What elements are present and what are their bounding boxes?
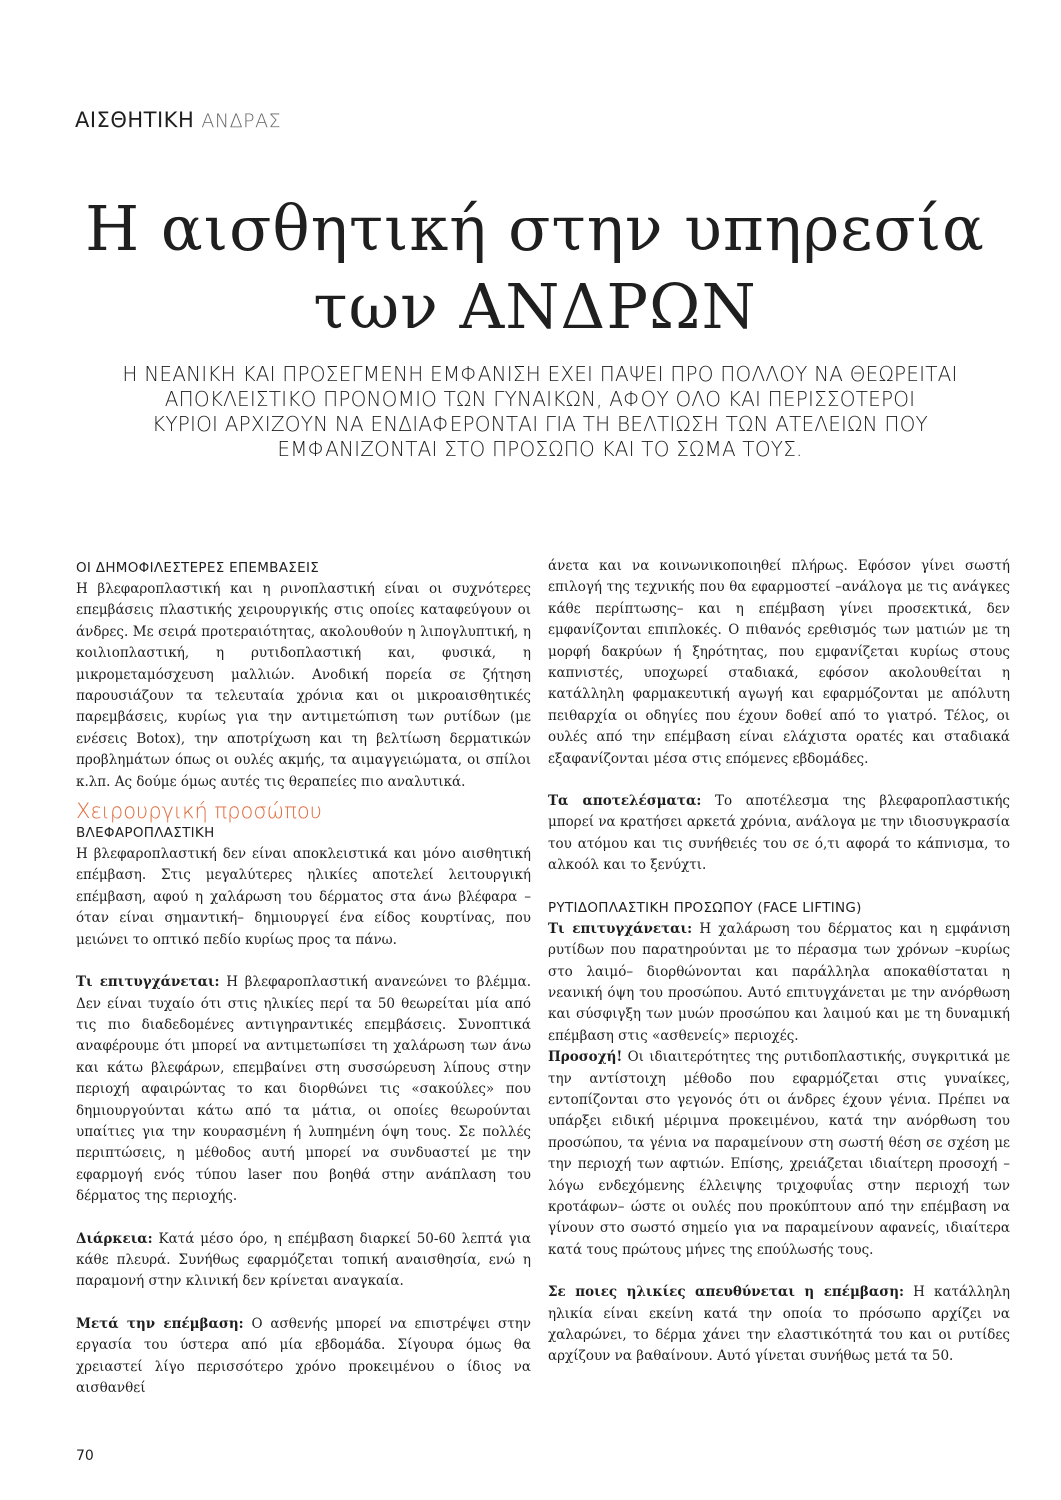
continued-text: άνετα και να κοινωνικοποιηθεί πλήρως. Εφόσον γίνει σωστή επιλογή της τεχνικής που θα εφαρμοστεί –ανάλογα με τις ανάγκες κάθε περίπτωσης– και η επέμβαση γίνει προσεκτικά, δεν εμφανίζονται επιπλοκές. Ο πιθανός ερεθισμός των ματιών με τη μορφή δακρύων ή ξηρότητας, που εμφανίζεται κυρίως στους καπνιστές, υποχωρεί σταδιακά, εφόσον ακολουθείται η κατάλληλη φαρμακευτική αγωγή και εφαρμόζονται με απόλυτη πειθαρχία οι οδηγίες που έχουν δοθεί από το γιατρό. Τέλος, οι ουλές από την επέμβαση είναι ελάχιστα ορατές και σταδιακά εξαφανίζονται μέσα στις επόμενες εβδομάδες. bbox=[548, 558, 1010, 767]
after-surgery-text: Ο ασθενής μπορεί να επιστρέψει στην εργασία του ύστερα από μία εβδομάδα. Σίγουρα όμως θα χρειαστεί λίγο περισσότερο χρόνο προκειμένου ο ίδιος να αισθανθεί bbox=[76, 1315, 531, 1396]
headline-line-1: Η αισθητική στην υπηρεσία bbox=[85, 192, 985, 265]
popular-procedures-heading: ΟΙ ΔΗΜΟΦΙΛΕΣΤΕΡΕΣ ΕΠΕΜΒΑΣΕΙΣ bbox=[76, 560, 320, 576]
right-column bbox=[548, 556, 1010, 1368]
section-tag-primary: ΑΙΣΘΗΤΙΚΗ bbox=[75, 108, 195, 132]
after-surgery-label: Μετά την επέμβαση: bbox=[76, 1315, 244, 1332]
section-tag bbox=[75, 108, 281, 132]
results-paragraph bbox=[548, 791, 1010, 877]
results-text: Το αποτέλεσμα της βλεφαροπλαστικής μπορεί να κρατήσει αρκετά χρόνια, ανάλογα με την ιδιοσυγκρασία του ατόμου και τις συνήθειές του σε ό,τι αφορά το κάπνισμα, το αλκοόλ και το ξενύχτι. bbox=[548, 793, 1010, 874]
left-column bbox=[76, 558, 531, 1399]
facelift-achieve-text: Η χαλάρωση του δέρματος και η εμφάνιση ρυτίδων που παρατηρούνται με το πέρασμα των χρόνων –κυρίως στο λαιμό– διορθώνονται και παράλληλα αποκαθίσταται η νεανική όψη του προσώπου. Αυτό επιτυγχάνεται με την ανόρθωση και σύσφιγξη των μυών προσώπου και λαιμού και με τη δυναμική επέμβαση στις «ασθενείς» περιοχές. bbox=[548, 920, 1010, 1044]
caution-label: Προσοχή! bbox=[548, 1049, 623, 1066]
section-tag-secondary: ΑΝΔΡΑΣ bbox=[201, 110, 282, 132]
caution-text: Οι ιδιαιτερότητες της ρυτιδοπλαστικής, συγκριτικά με την αντίστοιχη μέθοδο που εφαρμόζεται στις γυναίκες, εντοπίζονται στο γεγονός ότι οι άνδρες έχουν γένια. Πρέπει να υπάρξει ειδική μέριμνα προκειμένου, κατά την ανόρθωση του προσώπου, τα γένια να παραμείνουν στη σωστή θέση σε σχέση με την περιοχή των αφτιών. Επίσης, χρειάζεται ιδιαίτερη προσοχή –λόγω ενδεχόμενης έλλειψης τριχοφυΐας στην περιοχή των κροτάφων– ώστε οι ουλές που προκύπτουν από την επέμβαση να γίνουν στο σωστό σημείο για να παραμείνουν αφανείς, ιδιαίτερα κατά τους πρώτους μήνες της επούλωσής τους. bbox=[548, 1049, 1010, 1258]
headline-line-2: των ΑΝΔΡΩΝ bbox=[313, 270, 757, 343]
after-surgery-paragraph bbox=[76, 1314, 531, 1400]
achieve-label: Τι επιτυγχάνεται: bbox=[76, 974, 220, 991]
popular-procedures-text: Η βλεφαροπλαστική και η ρινοπλαστική είναι οι συχνότερες επεμβάσεις πλαστικής χειρουργικής στις οποίες καταφεύγουν οι άνδρες. Με σειρά προτεραιότητας, ακολουθούν η λιπογλυπτική, η κοιλιοπλαστική, η ρυτιδοπλαστική και, φυσικά, η μικρομεταμόσχευση μαλλιών. Ανοδική πορεία σε ζήτηση παρουσιάζουν τα τελευταία χρόνια και οι μικροαισθητικές παρεμβάσεις, κυρίως για την αντιμετώπιση των ρυτίδων (με ενέσεις Botox), την αποτρίχωση και τη βελτίωση δερματικών προβλημάτων όπως οι ουλές ακμής, τα αιμαγγειώματα, οι σπίλοι κ.λπ. Ας δούμε όμως αυτές τις θεραπείες πιο αναλυτικά. bbox=[76, 581, 531, 790]
facelift-heading: ΡΥΤΙΔΟΠΛΑΣΤΙΚΗ ΠΡΟΣΩΠΟΥ (FACE LIFTING) bbox=[548, 899, 862, 916]
blepharoplasty-text: Η βλεφαροπλαστική δεν είναι αποκλειστικά και μόνο αισθητική επέμβαση. Στις μεγαλύτερες ηλικίες αποτελεί λειτουργική επέμβαση, αφού η χαλάρωση του δέρματος στα άνω βλέφαρα –όταν είναι σημαντική– δημιουργεί ένα είδος κουρτίνας, που μειώνει το οπτικό πεδίο κυρίως προς τα πάνω. bbox=[76, 846, 531, 948]
age-paragraph bbox=[548, 1282, 1010, 1368]
achieve-paragraph bbox=[76, 972, 531, 1207]
deck-line-3: ΚΥΡΙΟΙ ΑΡΧΙΖΟΥΝ ΝΑ ΕΝΔΙΑΦΕΡΟΝΤΑΙ ΓΙΑ ΤΗ ΒΕΛΤΙΩΣΗ ΤΩΝ ΑΤΕΛΕΙΩΝ ΠΟΥ bbox=[152, 412, 928, 436]
age-text: Η κατάλληλη ηλικία είναι εκείνη κατά την οποία το πρόσωπο αρχίζει να χαλαρώνει, το δέρμα χάνει την ελαστικότητά του και οι ρυτίδες αρχίζουν να βαθαίνουν. Αυτό γίνεται συνήθως μετά τα 50. bbox=[548, 1284, 1010, 1365]
facelift-achieve-paragraph bbox=[548, 919, 1010, 1047]
page-number: 70 bbox=[76, 1448, 94, 1464]
headline bbox=[60, 190, 1010, 346]
blepharoplasty-heading: ΒΛΕΦΑΡΟΠΛΑΣΤΙΚΗ bbox=[76, 825, 215, 842]
deck-line-1: Η ΝΕΑΝΙΚΗ ΚΑΙ ΠΡΟΣΕΓΜΕΝΗ ΕΜΦΑΝΙΣΗ ΕΧΕΙ ΠΑΨΕΙ ΠΡΟ ΠΟΛΛΟΥ ΝΑ ΘΕΩΡΕΙΤΑΙ bbox=[122, 362, 958, 386]
deck-line-2: ΑΠΟΚΛΕΙΣΤΙΚΟ ΠΡΟΝΟΜΙΟ ΤΩΝ ΓΥΝΑΙΚΩΝ, ΑΦΟΥ ΟΛΟ ΚΑΙ ΠΕΡΙΣΣΟΤΕΡΟΙ bbox=[164, 387, 916, 411]
caution-paragraph bbox=[548, 1047, 1010, 1261]
deck bbox=[100, 362, 980, 462]
duration-text: Κατά μέσο όρο, η επέμβαση διαρκεί 50-60 λεπτά για κάθε πλευρά. Συνήθως εφαρμόζεται τοπική αναισθησία, ενώ η παραμονή στην κλινική δεν κρίνεται αναγκαία. bbox=[76, 1230, 531, 1290]
facial-surgery-heading: Χειρουργική προσώπου bbox=[76, 799, 322, 824]
deck-line-4: ΕΜΦΑΝΙΖΟΝΤΑΙ ΣΤΟ ΠΡΟΣΩΠΟ ΚΑΙ ΤΟ ΣΩΜΑ ΤΟΥΣ. bbox=[277, 437, 803, 461]
results-label: Τα αποτελέσματα: bbox=[548, 793, 702, 810]
age-label: Σε ποιες ηλικίες απευθύνεται η επέμβαση: bbox=[548, 1284, 904, 1301]
duration-paragraph bbox=[76, 1229, 531, 1293]
achieve-text: Η βλεφαροπλαστική ανανεώνει το βλέμμα. Δεν είναι τυχαίο ότι στις ηλικίες περί τα 50 θεωρείται μία από τις πιο διαδεδομένες αντιγηραντικές επεμβάσεις. Συνοπτικά αναφέρουμε ότι μπορεί να αντιμετωπίσει τη χαλάρωση των άνω και κάτω βλεφάρων, επεμβαίνει στη συσσώρευση λίπους στην περιοχή αφαιρώντας το και διορθώνει τις «σακούλες» που δημιουργούνται κάτω από τα μάτια, οι οποίες θεωρούνται υπαίτιες για την κουρασμένη ή λυπημένη όψη τους. Σε πολλές περιπτώσεις, η μέθοδος αυτή μπορεί να συνδυαστεί με την εφαρμογή ενός τύπου laser που βοηθά στην ανάπλαση του δέρματος της περιοχής. bbox=[76, 974, 531, 1205]
facelift-achieve-label: Τι επιτυγχάνεται: bbox=[548, 920, 693, 937]
duration-label: Διάρκεια: bbox=[76, 1230, 153, 1247]
